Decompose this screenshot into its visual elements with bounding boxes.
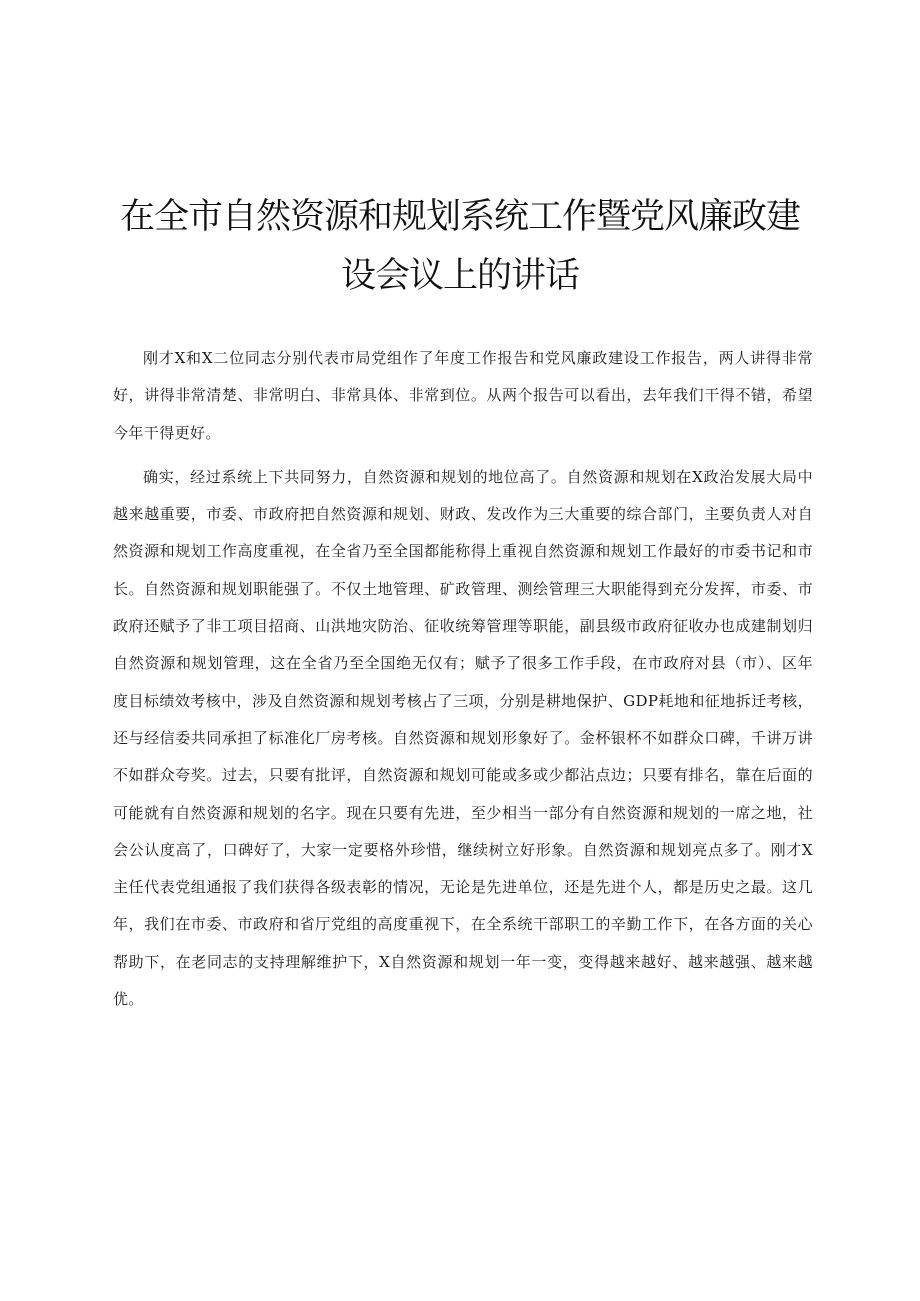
paragraph-2: 确实，经过系统上下共同努力，自然资源和规划的地位高了。自然资源和规划在X政治发展大局中越来越重要，市委、市政府把自然资源和规划、财政、发改作为三大重要的综合部门，主要负责人对自然资源和规划工作高度重视，在全省乃至全国都能称得上重视自然资源和规划工作最好的市委书记和市长。自然资源和规划职能强了。不仅土地管理、矿政管理、测绘管理三大职能得到充分发挥，市委、市政府还赋予了非工项目招商、山洪地灾防治、征收统筹管理等职能，副县级市政府征收办也成建制划归自然资源和规划管理，这在全省乃至全国绝无仅有；赋予了很多工作手段，在市政府对县（市）、区年度目标绩效考核中，涉及自然资源和规划考核占了三项，分别是耕地保护、GDP耗地和征地拆迁考核，还与经信委共同承担了标准化厂房考核。自然资源和规划形象好了。金杯银杯不如群众口碑，千讲万讲不如群众夸奖。过去，只要有批评，自然资源和规划可能或多或少都沾点边；只要有排名，靠在后面的可能就有自然资源和规划的名字。现在只要有先进，至少相当一部分有自然资源和规划的一席之地，社会公认度高了，口碑好了，大家一定要格外珍惜，继续树立好形象。自然资源和规划亮点多了。刚才X主任代表党组通报了我们获得各级表彰的情况，无论是先进单位，还是先进个人，都是历史之最。这几年，我们在市委、市政府和省厅党组的高度重视下，在全系统干部职工的辛勤工作下，在各方面的关心帮助下，在老同志的支持理解维护下，X自然资源和规划一年一变，变得越来越好、越来越强、越来越优。 [113,467,813,1009]
paragraph-1: 刚才X和X二位同志分别代表市局党组作了年度工作报告和党风廉政建设工作报告，两人讲得非常好，讲得非常清楚、非常明白、非常具体、非常到位。从两个报告可以看出，去年我们干得不错，希望今年干得更好。 [113,349,813,442]
document-title-line-1: 在全市自然资源和规划系统工作暨党风廉政建 [119,197,800,237]
document-title-line-2: 设会议上的讲话 [340,256,579,296]
document-body [113,340,813,1025]
